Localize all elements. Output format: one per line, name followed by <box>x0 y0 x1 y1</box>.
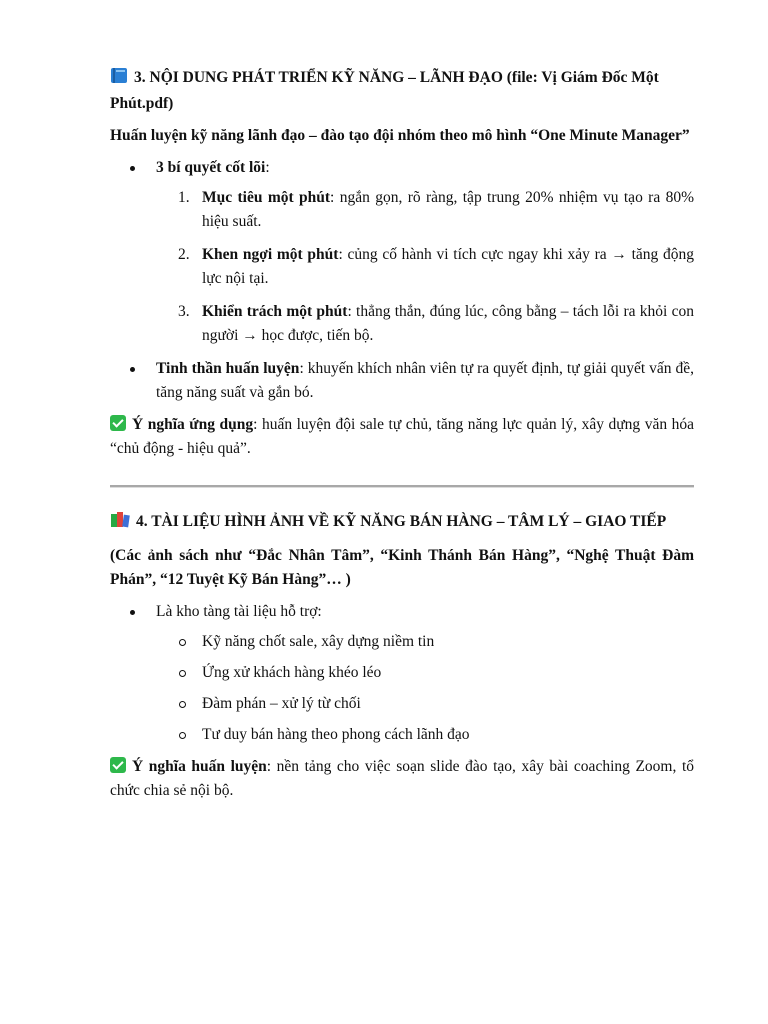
meaning-text: : nền tảng cho việc soạn slide đào tạo, xây bài coaching Zoom, tổ chức chia sẻ nội bộ. <box>110 758 694 800</box>
ordered-number: 3. <box>178 303 190 321</box>
ordered-text: : thẳng thắn, đúng lúc, công bằng – tách lỗi ra khỏi con người → học được, tiến bộ. <box>202 303 695 345</box>
sub-list-item <box>110 692 694 716</box>
check-mark-icon <box>110 415 126 431</box>
meaning-label: Ý nghĩa ứng dụng <box>132 416 254 434</box>
sub-list-item <box>110 630 694 654</box>
ordered-number: 1. <box>178 189 190 207</box>
list-item <box>110 357 694 405</box>
meaning-text: : huấn luyện đội sale tự chủ, tăng năng lực quản lý, xây dựng văn hóa “chủ động - hiệu quả”. <box>110 416 694 458</box>
sub-list-text: Ứng xử khách hàng khéo léo <box>202 664 382 682</box>
bullet-label: Tinh thần huấn luyện <box>156 360 300 378</box>
section-3-subheading: Huấn luyện kỹ năng lãnh đạo – đào tạo đội nhóm theo mô hình “One Minute Manager” <box>110 127 690 145</box>
ordered-label: Mục tiêu một phút <box>202 189 331 207</box>
section-4-heading <box>110 510 694 536</box>
bullet-label: 3 bí quyết cốt lõi <box>156 159 266 177</box>
sub-list-text: Tư duy bán hàng theo phong cách lãnh đạo <box>202 726 470 744</box>
circle-bullet <box>179 701 186 708</box>
ordered-number: 2. <box>178 246 190 264</box>
sub-list-item <box>110 723 694 747</box>
section-4-meaning <box>110 755 694 803</box>
section-3-heading <box>110 66 694 116</box>
books-icon <box>110 511 130 536</box>
ordered-label: Khen ngợi một phút <box>202 246 339 264</box>
list-item <box>110 156 694 180</box>
circle-bullet <box>179 639 186 646</box>
circle-bullet <box>179 732 186 739</box>
bullet-text: Là kho tàng tài liệu hỗ trợ: <box>156 603 322 621</box>
list-item <box>110 600 694 624</box>
section-4-subheading: (Các ảnh sách như “Đắc Nhân Tâm”, “Kinh Thánh Bán Hàng”, “Nghệ Thuật Đàm Phán”, “12 Tuyệt Kỹ Bán Hàng”… ) <box>110 547 694 589</box>
section-4-heading-text: 4. TÀI LIỆU HÌNH ẢNH VỀ KỸ NĂNG BÁN HÀNG – TÂM LÝ – GIAO TIẾP <box>136 513 667 531</box>
ordered-item-1 <box>110 186 694 234</box>
bullet-dot <box>130 166 135 171</box>
ordered-label: Khiển trách một phút <box>202 303 348 321</box>
bullet-text: : <box>265 159 270 177</box>
blue-book-icon <box>110 67 128 92</box>
meaning-label: Ý nghĩa huấn luyện <box>132 758 267 776</box>
ordered-text: : củng cố hành vi tích cực ngay khi xảy ra → tăng động lực nội tại. <box>202 246 694 288</box>
sub-list-text: Đàm phán – xử lý từ chối <box>202 695 361 713</box>
check-mark-icon <box>110 757 126 773</box>
ordered-item-3 <box>110 300 694 348</box>
sub-list-item <box>110 661 694 685</box>
section-3-heading-text: 3. NỘI DUNG PHÁT TRIỂN KỸ NĂNG – LÃNH ĐẠO (file: Vị Giám Đốc Một Phút.pdf) <box>110 69 659 113</box>
ordered-item-2 <box>110 243 694 291</box>
bullet-dot <box>130 367 135 372</box>
section-3-meaning <box>110 413 694 461</box>
ordered-text: : ngắn gọn, rõ ràng, tập trung 20% nhiệm vụ tạo ra 80% hiệu suất. <box>202 189 694 231</box>
sub-list-text: Kỹ năng chốt sale, xây dựng niềm tin <box>202 633 435 651</box>
document-content <box>110 66 694 803</box>
bullet-text: : khuyến khích nhân viên tự ra quyết định, tự giải quyết vấn đề, tăng năng suất và gắn bó. <box>156 360 695 402</box>
circle-bullet <box>179 670 186 677</box>
horizontal-divider <box>110 485 694 488</box>
bullet-dot <box>130 610 135 615</box>
